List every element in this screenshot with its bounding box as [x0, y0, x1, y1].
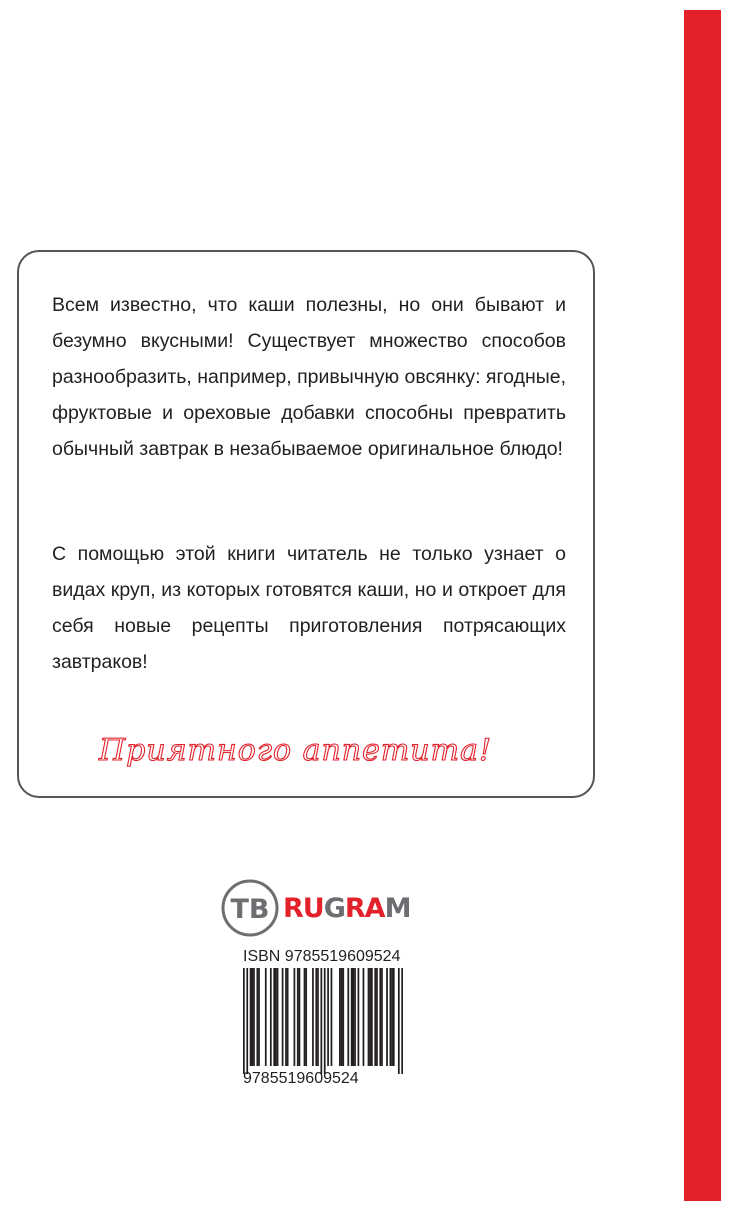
barcode-bar — [391, 968, 393, 1066]
barcode-bar — [282, 968, 284, 1066]
barcode-bar — [390, 968, 392, 1066]
barcode-bar — [287, 968, 289, 1066]
barcode-bar — [374, 968, 376, 1066]
barcode-bar — [376, 968, 378, 1066]
logo-emblem-text: TB — [230, 894, 270, 925]
barcode-bar — [398, 968, 400, 1074]
barcode-bar — [354, 968, 356, 1066]
barcode-bar — [351, 968, 353, 1066]
signature-text: Приятного аппетита! — [99, 733, 493, 768]
barcode-bar — [304, 968, 306, 1066]
publisher-logo — [219, 877, 424, 939]
barcode-bar — [265, 968, 267, 1066]
blurb-paragraph-2: С помощью этой книги читатель не только узнает о видах круп, из которых готовятся каши, но и откроет для себя новые рецепты приготовления потрясающих завтраков! — [52, 543, 566, 673]
logo-wordmark — [283, 893, 410, 924]
isbn-label: ISBN 9785519609524 — [243, 948, 401, 965]
barcode-bar — [275, 968, 277, 1066]
barcode-bar — [250, 968, 252, 1066]
barcode-bar — [315, 968, 317, 1066]
barcode-bar — [251, 968, 253, 1066]
barcode-bar — [285, 968, 287, 1066]
isbn-barcode — [243, 968, 403, 1074]
barcode-bar — [246, 968, 248, 1074]
barcode-bar — [381, 968, 383, 1066]
barcode-bar — [331, 968, 333, 1066]
barcode-bar — [256, 968, 258, 1066]
barcode-bar — [369, 968, 371, 1066]
barcode-bar — [339, 968, 341, 1066]
barcode-bar — [317, 968, 319, 1066]
barcode-bar — [386, 968, 388, 1066]
barcode-bar — [342, 968, 344, 1066]
logo-part-ru: RU — [283, 893, 324, 924]
barcode-bar — [273, 968, 275, 1066]
barcode-bar — [347, 968, 349, 1066]
logo-part-ra: RA — [344, 893, 385, 924]
barcode-bar — [243, 968, 245, 1074]
barcode-bar — [253, 968, 255, 1066]
barcode-bar — [352, 968, 354, 1066]
barcode-bar — [270, 968, 272, 1066]
barcode-bar — [305, 968, 307, 1066]
barcode-bar — [297, 968, 299, 1066]
barcode-bar — [371, 968, 373, 1066]
barcode-bar — [299, 968, 301, 1066]
barcode-bar — [324, 968, 326, 1074]
barcode-bar — [363, 968, 365, 1066]
blurb-paragraph-1: Всем известно, что каши полезны, но они бывают и безумно вкусными! Существует множество способов разнообразить, например, привычную овсянку: ягодные, фруктовые и ореховые добавки способны превратить обычный завтрак в незабываемое оригинальное блюдо! — [52, 294, 566, 460]
barcode-digits: 9785519609524 — [243, 1070, 359, 1087]
barcode-bar — [320, 968, 322, 1074]
handwritten-signature — [95, 716, 555, 778]
logo-part-g: G — [323, 893, 345, 924]
barcode-bar — [393, 968, 395, 1066]
red-spine-stripe — [684, 10, 721, 1201]
barcode-bar — [379, 968, 381, 1066]
barcode-bar — [341, 968, 343, 1066]
barcode-bar — [277, 968, 279, 1066]
barcode-bar — [358, 968, 360, 1066]
barcode-bar — [258, 968, 260, 1066]
barcode-bar — [368, 968, 370, 1066]
barcode-bar — [312, 968, 314, 1066]
barcode-bar — [401, 968, 403, 1074]
barcode-bar — [327, 968, 329, 1066]
logo-part-m: M — [384, 893, 411, 924]
barcode-bar — [294, 968, 296, 1066]
